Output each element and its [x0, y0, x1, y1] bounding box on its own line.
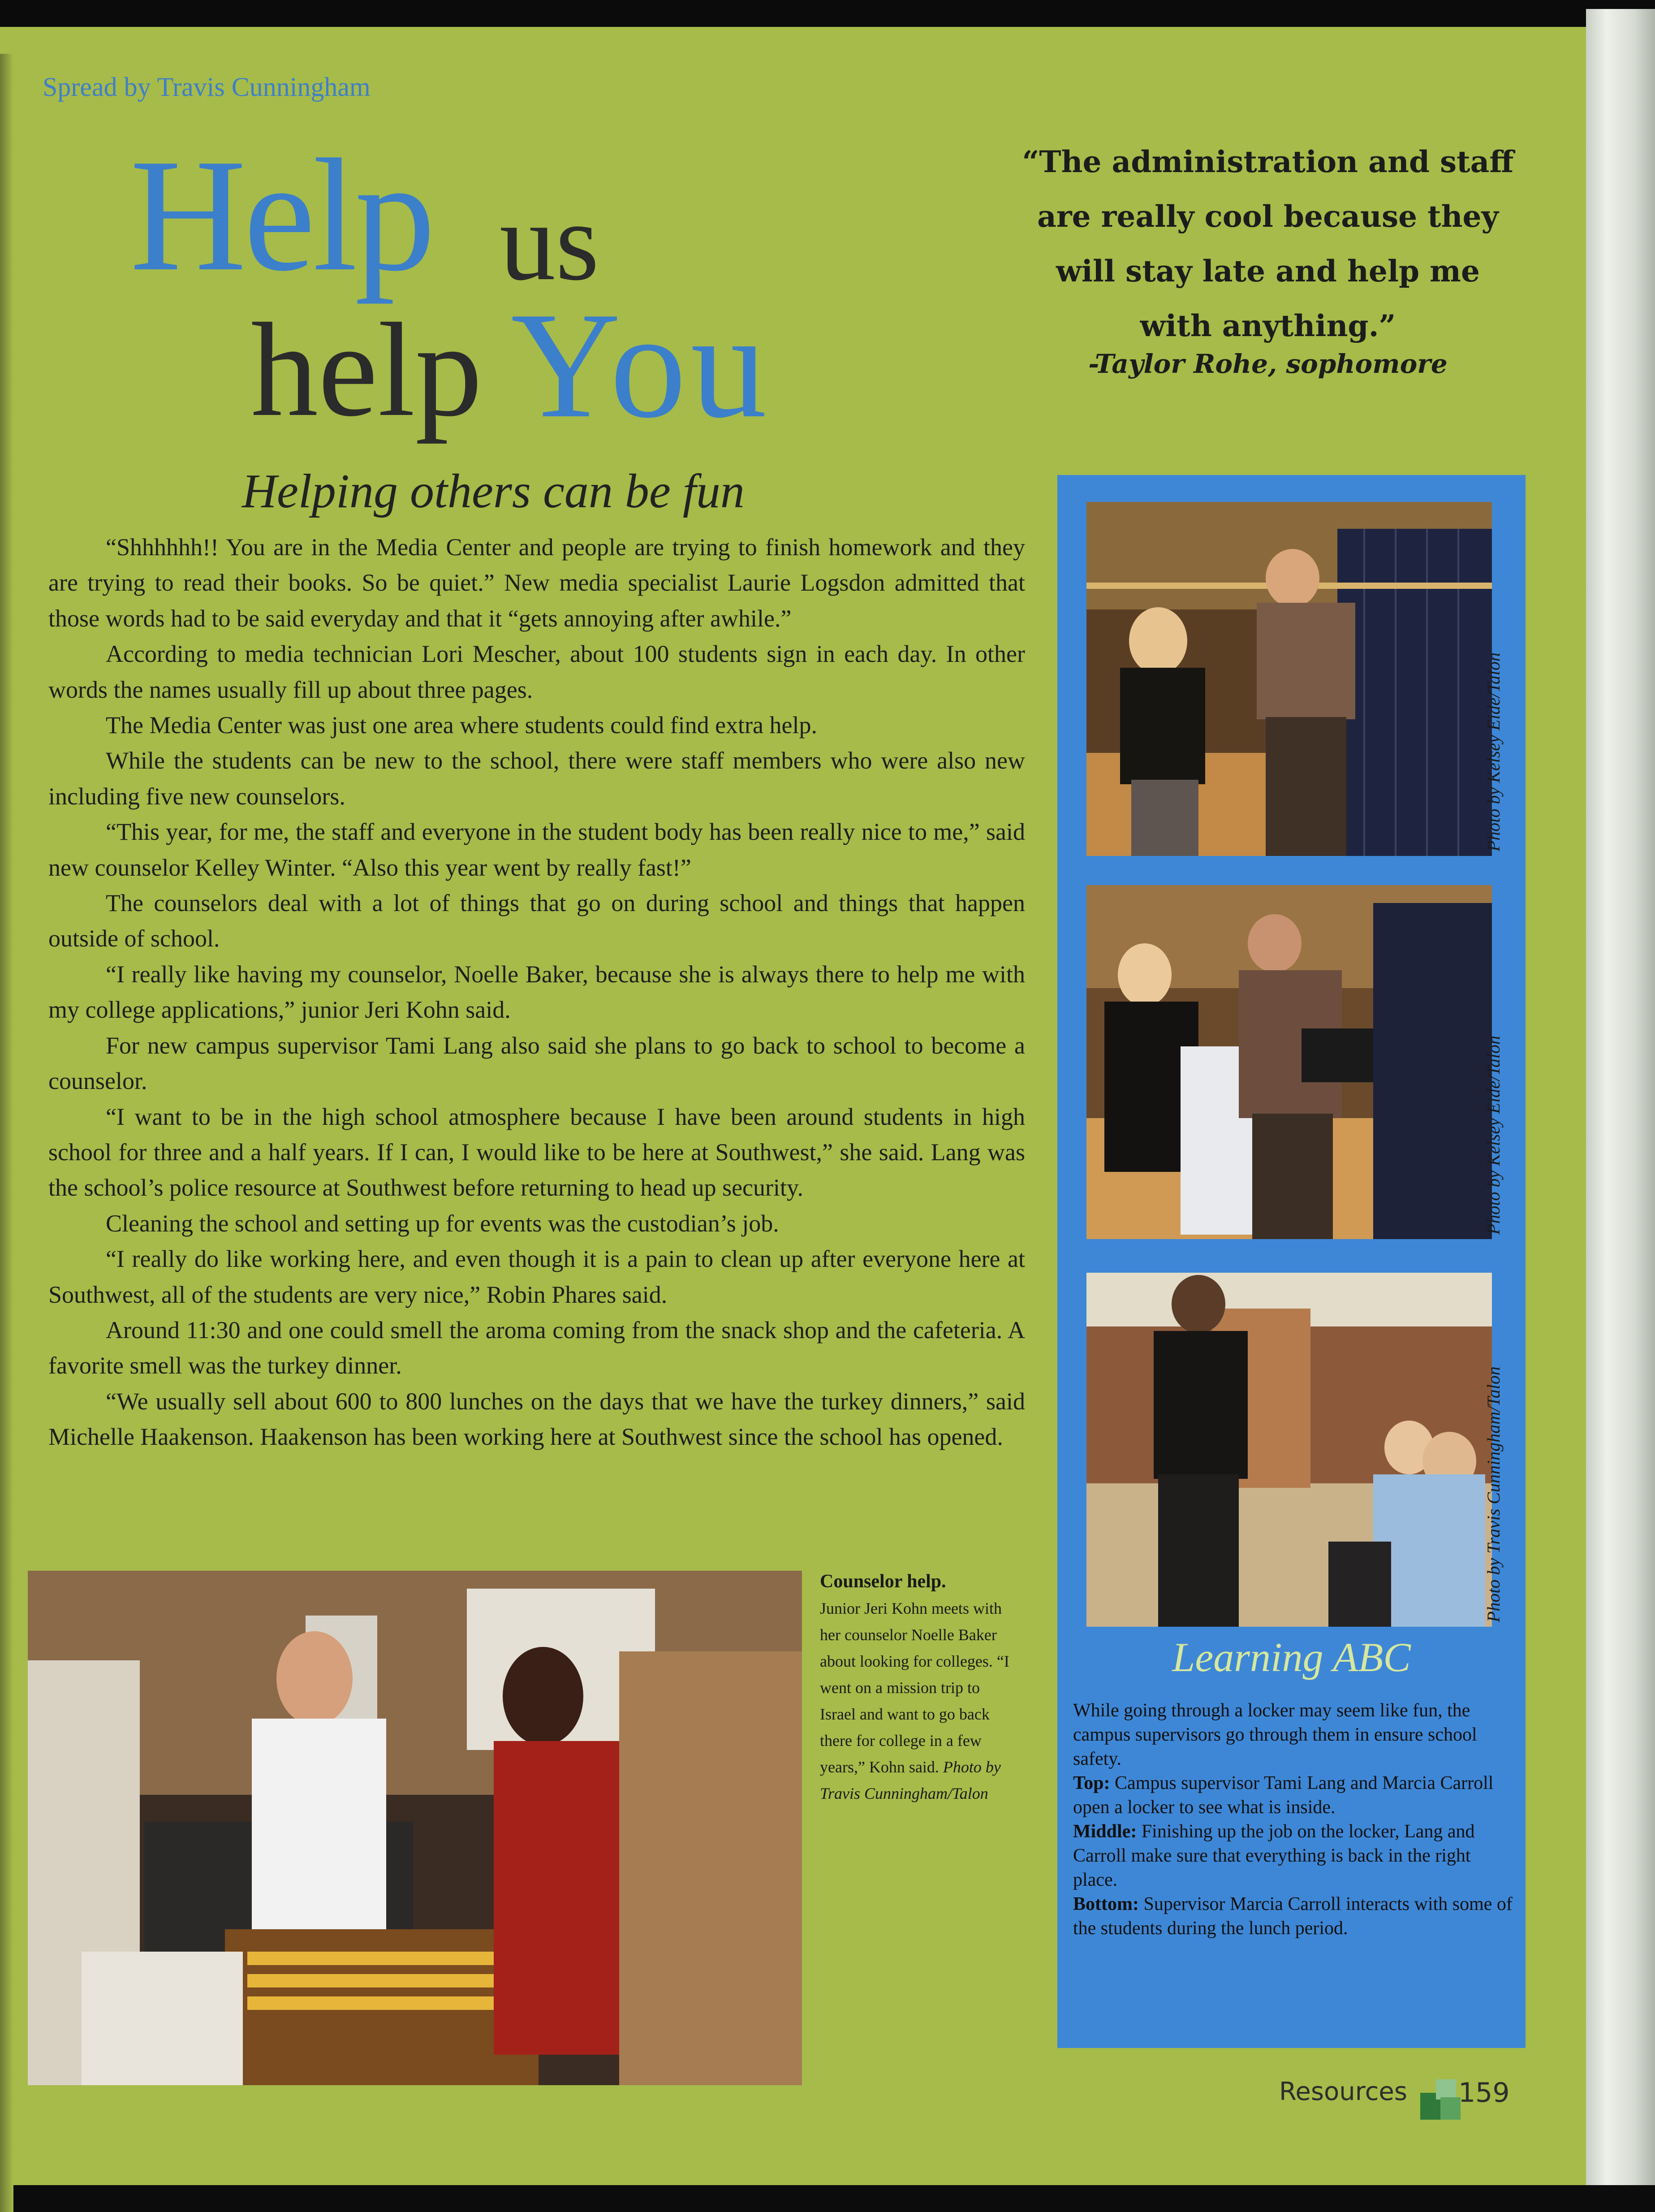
article-paragraph: “We usually sell about 600 to 800 lunches on the days that we have the turkey dinners,” said Michelle Haakenson. Haakenson has been working here at Southwest since the school has opened.	[48, 1387, 1025, 1451]
photo-top-image	[1086, 502, 1492, 856]
title-us: us	[500, 180, 599, 304]
caption-middle-label: Middle:	[1073, 1821, 1137, 1842]
photo-counselor-help	[28, 1571, 802, 2085]
title-help: Help	[130, 125, 433, 304]
title-you: You	[511, 281, 771, 449]
sidebar-caption	[1073, 1698, 1517, 1940]
article-paragraph: The Media Center was just one area where students could find extra help.	[106, 712, 817, 739]
article-paragraph: While the students can be new to the school, there were staff members who were also new including five new counselors.	[48, 747, 1025, 810]
photo-caption	[820, 1568, 1017, 1807]
subheadline: Helping others can be fun	[242, 465, 745, 518]
pull-quote	[977, 134, 1559, 353]
section-label: Resources	[1279, 2077, 1407, 2106]
pull-quote-line: with anything.”	[1140, 308, 1396, 343]
title-help-second: help	[251, 295, 483, 444]
caption-photo-credit: Photo by Travis Cunningham/Talon	[820, 1758, 1001, 1802]
sidebar-title: Learning ABC	[1172, 1634, 1411, 1680]
article-paragraph: For new campus supervisor Tami Lang also said she plans to go back to school to become a counselor.	[48, 1032, 1025, 1095]
article-paragraph: “I want to be in the high school atmosphere because I have been around students in high school for three and a half years. If I can, I would like to be here at Southwest,” she said. Lang was the school’s police resource at Southwest before returning to head up security.	[48, 1103, 1025, 1201]
caption-middle-text: Finishing up the job on the locker, Lang and Carroll make sure that everything is back in the right place.	[1073, 1821, 1475, 1890]
page-number: 159	[1458, 2077, 1510, 2108]
caption-text: Junior Jeri Kohn meets with her counselor Noelle Baker about looking for colleges. “I went on a mission trip to Israel and want to go back there for college in a few years,” Kohn said.	[820, 1599, 1009, 1776]
caption-bottom-label: Bottom:	[1073, 1894, 1139, 1914]
photo-sidebar	[1057, 475, 1526, 2048]
pull-quote-line: are really cool because they	[1037, 199, 1499, 234]
yearbook-page	[0, 27, 1586, 2185]
photo-bottom-hallway	[1086, 1273, 1504, 1627]
article-paragraph: “I really do like working here, and even though it is a pain to clean up after everyone here at Southwest, all of the students are very nice,” Robin Phares said.	[48, 1245, 1025, 1308]
caption-top-label: Top:	[1073, 1773, 1110, 1793]
article-paragraph: Cleaning the school and setting up for events was the custodian’s job.	[106, 1210, 779, 1237]
article-paragraph: “Shhhhhh!! You are in the Media Center and people are trying to finish homework and they are trying to read their books. So be quiet.” New media specialist Laurie Logsdon admitted that those words had to be said everyday and that it “gets annoying after awhile.”	[48, 534, 1025, 632]
article-body	[48, 530, 1025, 1455]
page-gutter-shadow	[0, 54, 13, 2212]
photo-credit: Photo by Kelsey Eide/Talon	[1483, 652, 1504, 851]
spread-credit: Spread by Travis Cunningham	[43, 72, 371, 102]
article-paragraph: According to media technician Lori Mescher, about 100 students sign in each day. In other words the names usually fill up about three pages.	[48, 640, 1025, 703]
photo-top-locker	[1086, 502, 1504, 856]
article-paragraph: The counselors deal with a lot of things that go on during school and things that happen outside of school.	[48, 890, 1025, 952]
caption-bottom-text: Supervisor Marcia Carroll interacts with some of the students during the lunch period.	[1073, 1894, 1513, 1939]
sidebar-intro: While going through a locker may seem like fun, the campus supervisors go through them in ensure school safety.	[1073, 1700, 1477, 1769]
photo-credit: Photo by Kelsey Eide/Talon	[1483, 1035, 1504, 1235]
book-spine	[1586, 9, 1655, 2185]
photo-bottom-image	[1086, 1273, 1492, 1627]
article-paragraph: “I really like having my counselor, Noelle Baker, because she is always there to help me with my college applications,” junior Jeri Kohn said.	[48, 960, 1025, 1024]
article-paragraph: “This year, for me, the staff and everyone in the student body has been really nice to me,” said new counselor Kelley Winter. “Also this year went by really fast!”	[48, 818, 1025, 881]
photo-middle-locker	[1086, 885, 1504, 1239]
caption-top-text: Campus supervisor Tami Lang and Marcia Carroll open a locker to see what is inside.	[1073, 1773, 1494, 1818]
photo-credit: Photo by Travis Cunningham/Talon	[1483, 1366, 1504, 1622]
pull-quote-line: “The administration and staff	[1022, 144, 1514, 179]
caption-title: Counselor help.	[820, 1571, 946, 1592]
photo-middle-image	[1086, 885, 1492, 1239]
pull-quote-line: will stay late and help me	[1056, 254, 1480, 289]
scan-top-edge	[0, 0, 1655, 27]
photo-counselor-image	[28, 1571, 802, 2085]
footer-squares-icon	[1420, 2079, 1461, 2120]
article-paragraph: Around 11:30 and one could smell the aroma coming from the snack shop and the cafeteria. A favorite smell was the turkey dinner.	[48, 1316, 1025, 1379]
pull-quote-attribution: -Taylor Rohe, sophomore	[1088, 349, 1448, 379]
